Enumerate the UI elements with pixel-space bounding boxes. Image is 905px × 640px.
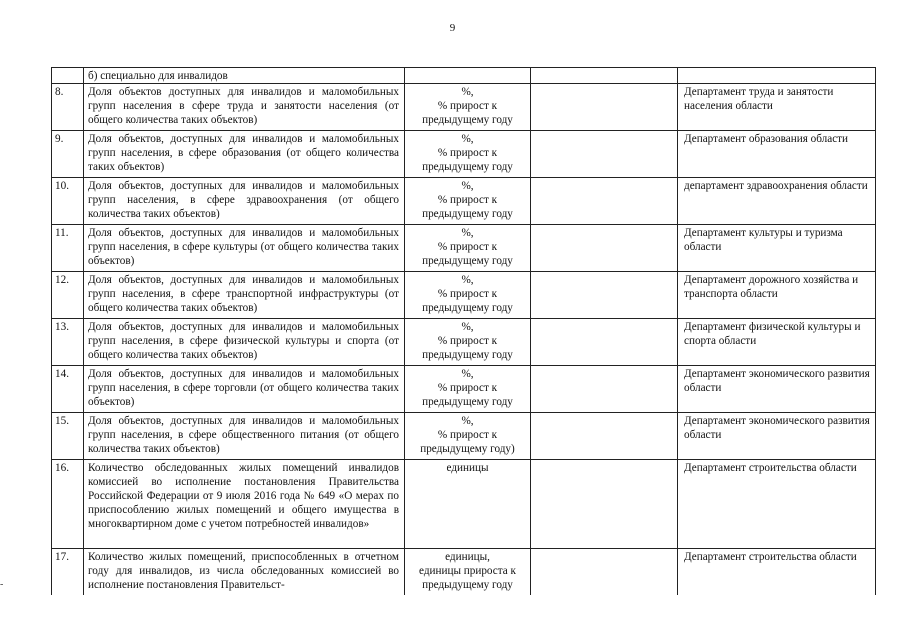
section-label: б) специально для инвалидов (84, 68, 405, 84)
section-dept-cell (678, 68, 876, 84)
row-description: Количество жилых помещений, приспособленных в отчетном году для инвалидов, из числа обследованных комиссией во исполнение постановления Правительст- (84, 549, 405, 596)
section-num-cell (52, 68, 84, 84)
row-number: 10. (52, 178, 84, 225)
row-number: 17. (52, 549, 84, 596)
row-department: Департамент экономического развития области (678, 366, 876, 413)
row-value (531, 178, 678, 225)
row-department: Департамент труда и занятости населения области (678, 84, 876, 131)
margin-mark: - (0, 579, 4, 590)
row-value (531, 366, 678, 413)
row-description: Доля объектов, доступных для инвалидов и маломобильных групп населения, в сфере торговли (от общего количества таких объектов) (84, 366, 405, 413)
row-number: 9. (52, 131, 84, 178)
table-row (52, 549, 876, 596)
row-number: 11. (52, 225, 84, 272)
row-unit: единицы (405, 460, 531, 549)
table-row (52, 225, 876, 272)
row-unit: %, % прирост к предыдущему году) (405, 413, 531, 460)
row-department: Департамент культуры и туризма области (678, 225, 876, 272)
row-number: 8. (52, 84, 84, 131)
page-number: 9 (449, 22, 456, 34)
row-department: департамент здравоохранения области (678, 178, 876, 225)
row-value (531, 549, 678, 596)
row-unit: %, % прирост к предыдущему году (405, 131, 531, 178)
row-value (531, 319, 678, 366)
row-description: Доля объектов, доступных для инвалидов и маломобильных групп населения, в сфере образования (от общего количества таких объектов) (84, 131, 405, 178)
row-description: Доля объектов, доступных для инвалидов и маломобильных групп населения, в сфере транспортной инфраструктуры (от общего количества таких объектов) (84, 272, 405, 319)
row-description: Количество обследованных жилых помещений инвалидов комиссией во исполнение постановления Правительства Российской Федерации от 9 июля 2016 года № 649 «О мерах по приспособлению жилых помещений и общего имущества в многоквартирном доме с учетом потребностей инвалидов» (84, 460, 405, 549)
row-description: Доля объектов доступных для инвалидов и маломобильных групп населения в сфере труда и занятости населения (от общего количества таких объектов) (84, 84, 405, 131)
row-value (531, 84, 678, 131)
row-number: 12. (52, 272, 84, 319)
row-value (531, 131, 678, 178)
row-value (531, 460, 678, 549)
row-unit: %, % прирост к предыдущему году (405, 178, 531, 225)
row-unit: %, % прирост к предыдущему году (405, 272, 531, 319)
row-number: 15. (52, 413, 84, 460)
row-department: Департамент физической культуры и спорта области (678, 319, 876, 366)
row-number: 16. (52, 460, 84, 549)
row-number: 14. (52, 366, 84, 413)
row-description: Доля объектов, доступных для инвалидов и маломобильных групп населения, в сфере здравоохранения (от общего количества таких объектов) (84, 178, 405, 225)
table-row (52, 460, 876, 549)
row-value (531, 225, 678, 272)
row-unit: %, % прирост к предыдущему году (405, 84, 531, 131)
row-unit: единицы, единицы прироста к предыдущему году (405, 549, 531, 596)
table-row (52, 366, 876, 413)
row-unit: %, % прирост к предыдущему году (405, 225, 531, 272)
table-row (52, 178, 876, 225)
row-department: Департамент строительства области (678, 549, 876, 596)
row-unit: %, % прирост к предыдущему году (405, 319, 531, 366)
table-row (52, 319, 876, 366)
table-row (52, 131, 876, 178)
section-unit-cell (405, 68, 531, 84)
row-value (531, 272, 678, 319)
row-value (531, 413, 678, 460)
section-value-cell (531, 68, 678, 84)
row-description: Доля объектов, доступных для инвалидов и маломобильных групп населения, в сфере культуры (от общего количества таких объектов) (84, 225, 405, 272)
row-department: Департамент образования области (678, 131, 876, 178)
table-row (52, 84, 876, 131)
row-department: Департамент дорожного хозяйства и транспорта области (678, 272, 876, 319)
row-department: Департамент строительства области (678, 460, 876, 549)
row-description: Доля объектов, доступных для инвалидов и маломобильных групп населения, в сфере физической культуры и спорта (от общего количества таких объектов) (84, 319, 405, 366)
section-row (52, 68, 876, 84)
row-unit: %, % прирост к предыдущему году (405, 366, 531, 413)
row-department: Департамент экономического развития области (678, 413, 876, 460)
table-row (52, 272, 876, 319)
row-number: 13. (52, 319, 84, 366)
row-description: Доля объектов, доступных для инвалидов и маломобильных групп населения, в сфере общественного питания (от общего количества таких объектов) (84, 413, 405, 460)
indicators-table (51, 67, 876, 595)
table-row (52, 413, 876, 460)
